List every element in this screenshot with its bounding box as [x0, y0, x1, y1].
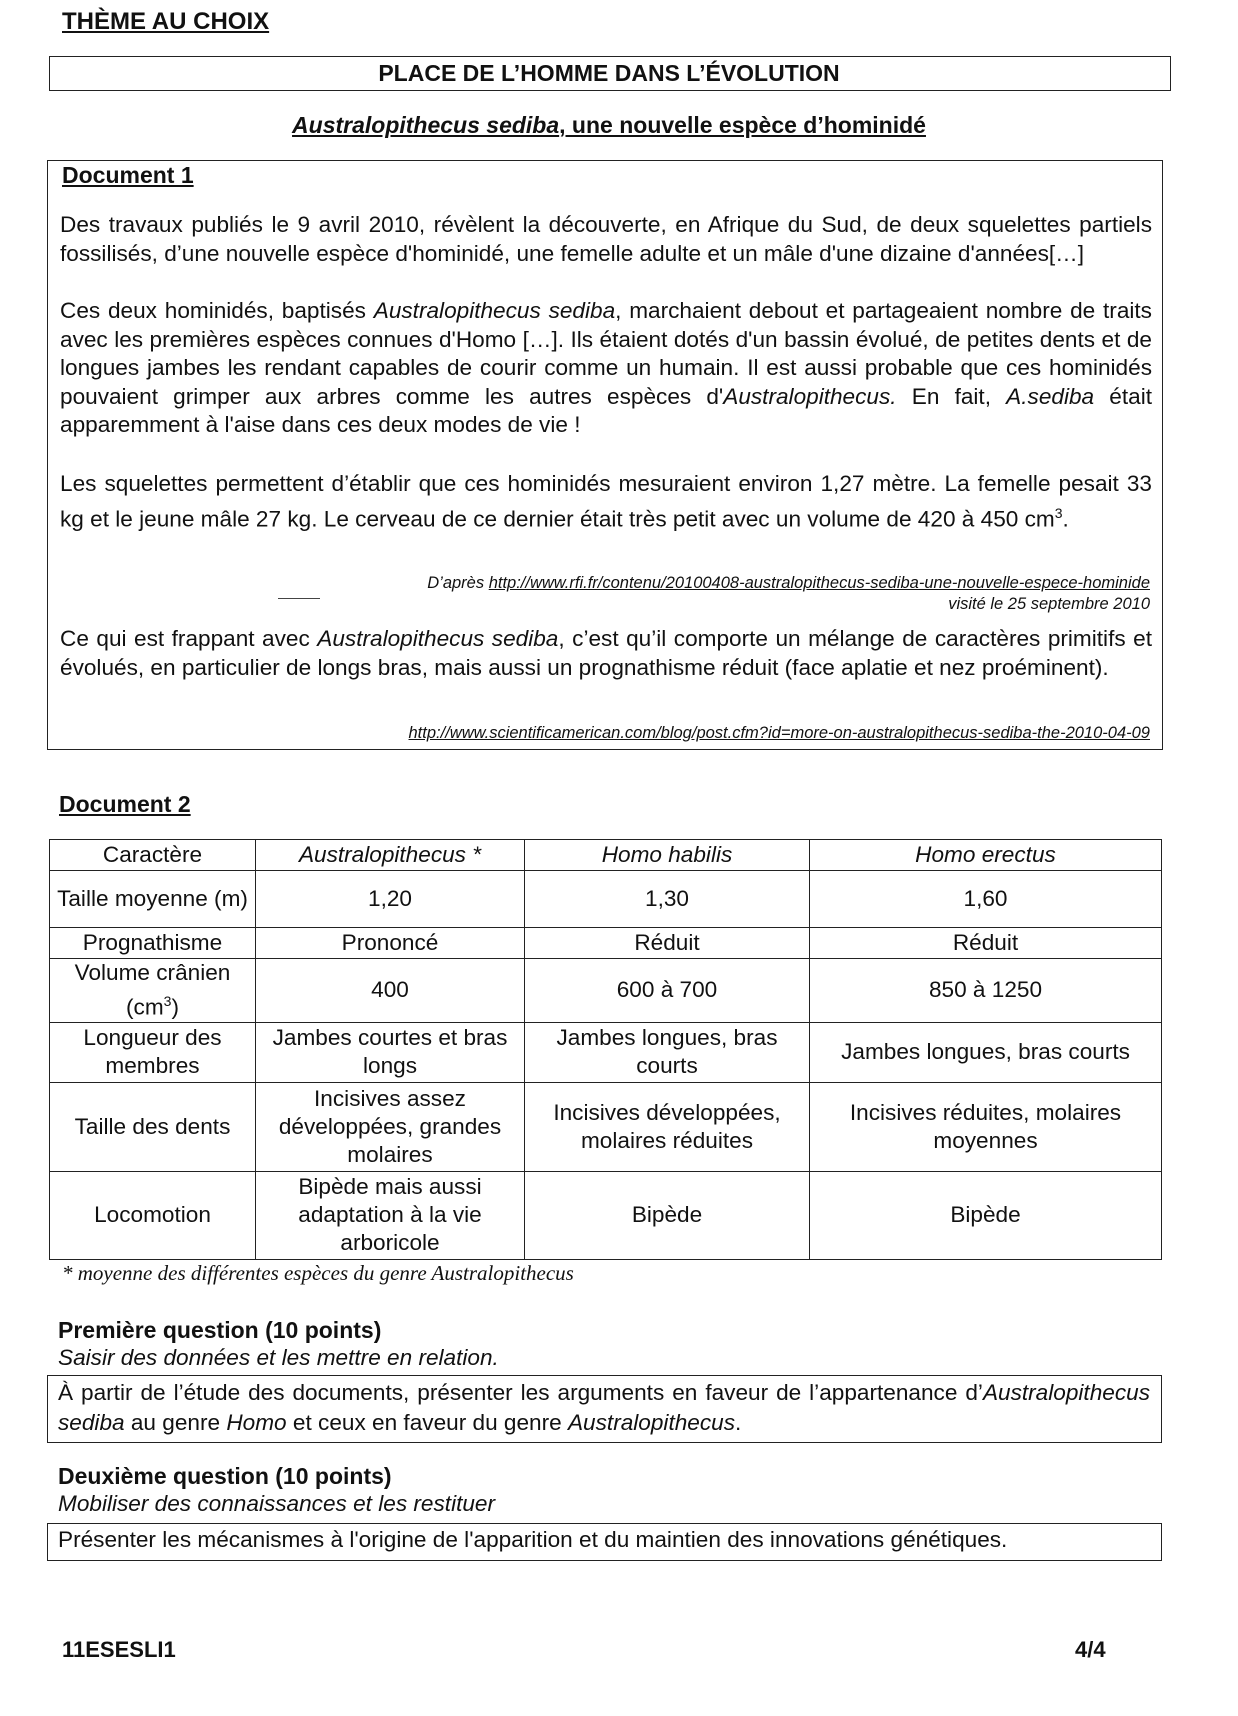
p2-g: était apparemment à l'aise dans ces deux modes de vie !: [60, 383, 1152, 437]
subtitle-rest: , une nouvelle espèce d’hominidé: [559, 112, 926, 138]
q1-g: .: [735, 1410, 742, 1435]
question-2-subtitle: Mobiliser des connaissances et les restituer: [58, 1491, 496, 1516]
section-title: PLACE DE L’HOMME DANS L’ÉVOLUTION: [378, 60, 840, 86]
p4-species: Australopithecus sediba: [317, 626, 559, 651]
table-cell: 400: [256, 959, 525, 1023]
table-cell: Incisives développées, molaires réduites: [525, 1082, 810, 1171]
q1-e: et ceux en faveur du genre: [286, 1410, 568, 1435]
question-2-title: Deuxième question (10 points): [58, 1463, 392, 1489]
exam-code: 11ESESLI1: [62, 1637, 176, 1662]
document-1-title: Document 1: [62, 162, 194, 188]
p2-abbrev: A.sediba: [1006, 383, 1095, 409]
table-header-row: [50, 840, 1162, 871]
table-cell: Jambes longues, bras courts: [525, 1022, 810, 1082]
table-row: [50, 959, 1162, 1023]
theme-heading: THÈME AU CHOIX: [62, 8, 270, 35]
page-subtitle: [49, 112, 1169, 139]
volume-close: ): [171, 994, 179, 1020]
header-cell: Caractère: [50, 840, 256, 871]
table-cell: Incisives réduites, molaires moyennes: [810, 1082, 1162, 1171]
q1-genus: Australopithecus: [567, 1410, 736, 1435]
source-1: [420, 573, 1150, 615]
comparison-table: [49, 839, 1162, 1260]
doc1-paragraph-4: [60, 625, 1152, 682]
table-cell: Réduit: [525, 928, 810, 959]
source-1-suffix: visité le 25 septembre 2010: [948, 595, 1150, 613]
p2-c: , marchaient debout et partageaient nombre de traits avec les premières espèces connues d'Homo […]. Ils étaient dotés d'un bassin évolué, de petites dents et de longues jambes les rendant capables de courir comme un humain. Il est aussi probable que ces hominidés pouvaient grimper aux arbres comme les autres espèces d': [60, 298, 1152, 409]
table-cell: 600 à 700: [525, 959, 810, 1023]
table-cell: 850 à 1250: [810, 959, 1162, 1023]
p2-a: Ces deux hominidés, baptisés: [60, 298, 374, 323]
table-cell: Prononcé: [256, 928, 525, 959]
question-1-text: [58, 1378, 1150, 1438]
q1-a: À partir de l’étude des documents, présenter les arguments en faveur de l’appartenance d’: [58, 1380, 983, 1405]
source-1-prefix: D’après: [427, 574, 489, 592]
p4-c: , c’est qu’il comporte un mélange de caractères primitifs et évolués, en particulier de longs bras, mais aussi un prognathisme réduit (face aplatie et nez proéminent).: [60, 626, 1152, 680]
header-cell: Homo habilis: [525, 840, 810, 871]
p2-species: Australopithecus sediba: [373, 298, 616, 323]
table-cell: Réduit: [810, 928, 1162, 959]
q1-homo: Homo: [226, 1410, 287, 1435]
table-cell: Incisives assez développées, grandes molaires: [256, 1082, 525, 1171]
q1-c: au genre: [124, 1410, 227, 1435]
table-cell: Longueur des membres: [50, 1022, 256, 1082]
question-1-subtitle: Saisir des données et les mettre en relation.: [58, 1345, 499, 1370]
doc1-paragraph-3: [60, 470, 1152, 534]
table-cell: 1,60: [810, 871, 1162, 928]
table-cell: [50, 959, 256, 1023]
table-row: [50, 928, 1162, 959]
question-1-title: Première question (10 points): [58, 1317, 382, 1343]
q1-species: Australopithecus sediba: [58, 1380, 1150, 1435]
volume-label: Volume crânien (cm: [74, 960, 231, 1020]
table-cell: Bipède mais aussi adaptation à la vie arboricole: [256, 1171, 525, 1259]
p3-sup: 3: [1054, 504, 1063, 521]
doc1-paragraph-2: [60, 297, 1152, 440]
table-row: [50, 871, 1162, 928]
table-cell: Bipède: [525, 1171, 810, 1259]
p3-a: Les squelettes permettent d’établir que ces hominidés mesuraient environ 1,27 mètre. La femelle pesait 33 kg et le jeune mâle 27 kg. Le cerveau de ce dernier était très petit avec un volume de 420 à 450 cm: [60, 471, 1152, 532]
table-cell: Taille des dents: [50, 1082, 256, 1171]
table-row: [50, 1082, 1162, 1171]
question-2-text: Présenter les mécanismes à l'origine de l'apparition et du maintien des innovations génétiques.: [58, 1527, 1008, 1552]
table-cell: 1,30: [525, 871, 810, 928]
page-number: 4/4: [1075, 1637, 1106, 1662]
table-cell: Prognathisme: [50, 928, 256, 959]
header-cell: Homo erectus: [810, 840, 1162, 871]
table-row: [50, 1171, 1162, 1259]
table-cell: Taille moyenne (m): [50, 871, 256, 928]
p4-a: Ce qui est frappant avec: [60, 626, 318, 651]
subtitle-species: Australopithecus sediba: [292, 112, 560, 138]
p3-end: .: [1062, 506, 1069, 532]
document-2-title: Document 2: [59, 791, 191, 817]
scan-mark: [278, 598, 320, 599]
header-cell: Australopithecus *: [256, 840, 525, 871]
source-2: [200, 724, 1150, 743]
doc1-paragraph-1: Des travaux publiés le 9 avril 2010, révèlent la découverte, en Afrique du Sud, de deux squelettes partiels fossilisés, d’une nouvelle espèce d'hominidé, une femelle adulte et un mâle d'une dizaine d'années[…]: [60, 212, 1152, 266]
source-1-link[interactable]: http://www.rfi.fr/contenu/20100408-australopithecus-sediba-une-nouvelle-espece-hominide: [488, 574, 1150, 592]
volume-sup: 3: [163, 993, 172, 1009]
table-cell: Jambes courtes et bras longs: [256, 1022, 525, 1082]
table-cell: Bipède: [810, 1171, 1162, 1259]
p2-genus: Australopithecus.: [723, 383, 897, 409]
table-cell: 1,20: [256, 871, 525, 928]
table-row: [50, 1022, 1162, 1082]
table-cell: Locomotion: [50, 1171, 256, 1259]
table-footnote: * moyenne des différentes espèces du genre Australopithecus: [62, 1261, 574, 1285]
table-cell: Jambes longues, bras courts: [810, 1022, 1162, 1082]
source-2-link[interactable]: http://www.scientificamerican.com/blog/post.cfm?id=more-on-australopithecus-sediba-the-2010-04-09: [408, 724, 1150, 742]
p2-e: En fait,: [896, 383, 1007, 409]
